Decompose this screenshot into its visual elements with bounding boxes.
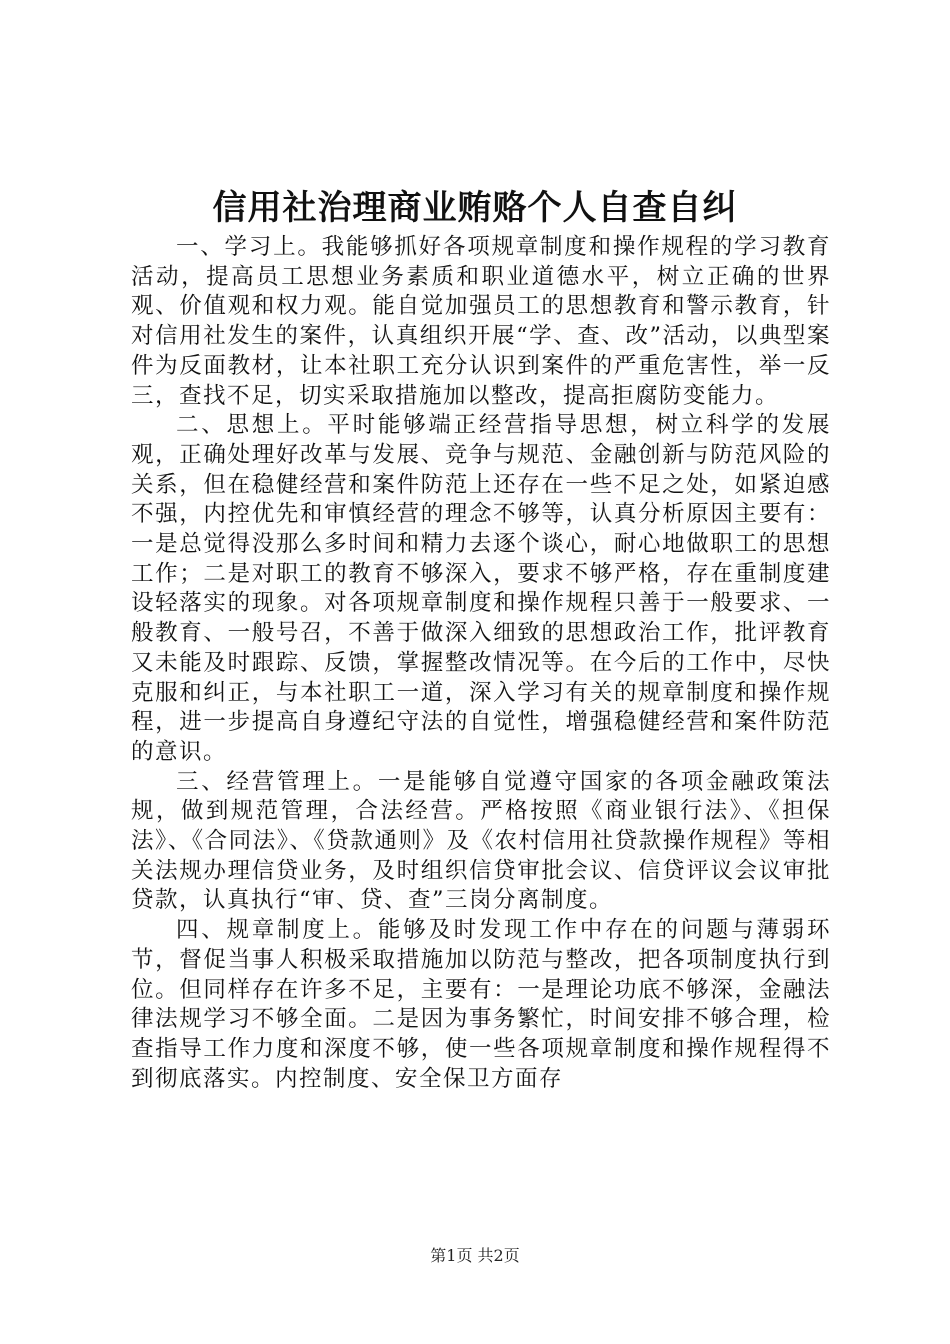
document-body bbox=[131, 233, 831, 1094]
paragraph-thinking: 二、思想上。平时能够端正经营指导思想，树立科学的发展观，正确处理好改革与发展、竞争与规范、金融创新与防范风险的关系，但在稳健经营和案件防范上还存在一些不足之处，如紧迫感不强，内控优先和审慎经营的理念不够等，认真分析原因主要有：一是总觉得没那么多时间和精力去逐个谈心，耐心地做职工的思想工作；二是对职工的教育不够深入，要求不够严格，存在重制度建设轻落实的现象。对各项规章制度和操作规程只善于一般要求、一般教育、一般号召，不善于做深入细致的思想政治工作，批评教育又未能及时跟踪、反馈，掌握整改情况等。在今后的工作中，尽快克服和纠正，与本社职工一道，深入学习有关的规章制度和操作规程，进一步提高自身遵纪守法的自觉性，增强稳健经营和案件防范的意识。 bbox=[131, 412, 831, 765]
paragraph-regulations: 四、规章制度上。能够及时发现工作中存在的问题与薄弱环节，督促当事人积极采取措施加以防范与整改，把各项制度执行到位。但同样存在许多不足，主要有：一是理论功底不够深，金融法律法规学习不够全面。二是因为事务繁忙，时间安排不够合理，检查指导工作力度和深度不够，使一些各项规章制度和操作规程得不到彻底落实。内控制度、安全保卫方面存 bbox=[131, 917, 831, 1092]
document-title: 信用社治理商业贿赂个人自查自纠 bbox=[212, 188, 738, 228]
paragraph-management: 三、经营管理上。一是能够自觉遵守国家的各项金融政策法规，做到规范管理，合法经营。严格按照《商业银行法》、《担保法》、《合同法》、《贷款通则》及《农村信用社贷款操作规程》等相关法规办理信贷业务，及时组织信贷审批会议、信贷评议会议审批贷款，认真执行“审、贷、查”三岗分离制度。 bbox=[131, 768, 831, 914]
page-number-footer: 第1页 共2页 bbox=[430, 1246, 520, 1265]
paragraph-study: 一、学习上。我能够抓好各项规章制度和操作规程的学习教育活动，提高员工思想业务素质和职业道德水平，树立正确的世界观、价值观和权力观。能自觉加强员工的思想教育和警示教育，针对信用社发生的案件，认真组织开展“学、查、改”活动，以典型案件为反面教材，让本社职工充分认识到案件的严重危害性，举一反三，查找不足，切实采取措施加以整改，提高拒腐防变能力。 bbox=[131, 234, 831, 409]
